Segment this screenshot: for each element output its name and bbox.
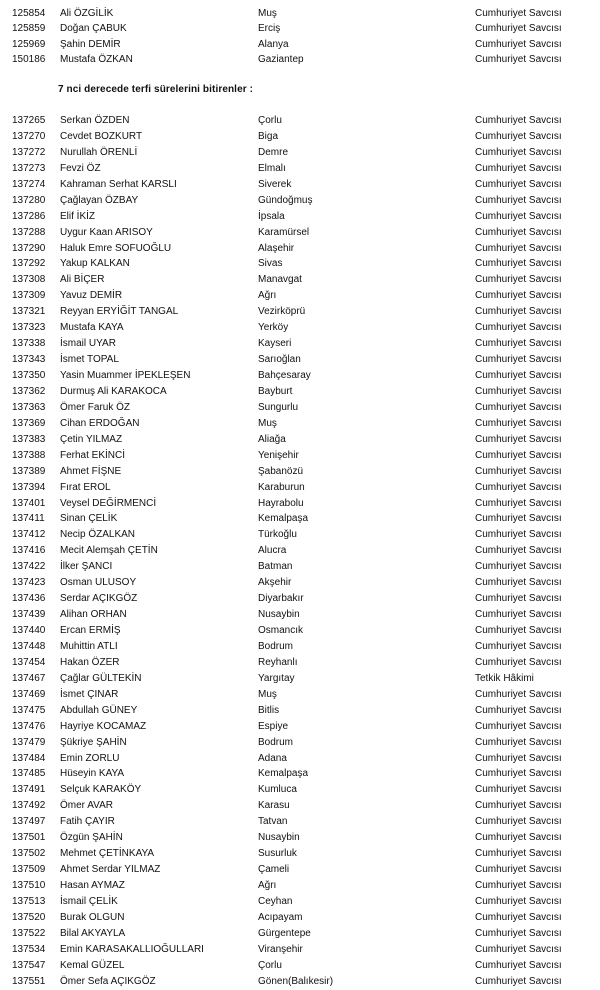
top-list <box>0 6 600 67</box>
registry-number: 137401 <box>12 497 46 509</box>
list-row <box>0 352 600 368</box>
list-row <box>0 894 600 910</box>
list-row <box>0 974 600 990</box>
person-name: Fırat EROL <box>60 481 111 493</box>
person-name: İsmail UYAR <box>60 338 116 350</box>
position-title: Cumhuriyet Savcısı <box>475 848 562 860</box>
registry-number: 137534 <box>12 943 46 955</box>
location: Nusaybin <box>258 832 300 844</box>
location: Kumluca <box>258 784 297 796</box>
list-row <box>0 21 600 36</box>
location: Osmancık <box>258 625 304 636</box>
registry-number: 137411 <box>12 513 45 525</box>
person-name: Ahmet Serdar YILMAZ <box>60 864 161 876</box>
list-row <box>0 304 600 320</box>
location: Çorlu <box>258 115 282 126</box>
person-name: Serkan ÖZDEN <box>60 115 130 126</box>
person-name: Fatih ÇAYIR <box>60 816 115 828</box>
position-title: Cumhuriyet Savcısı <box>475 529 562 541</box>
person-name: Selçuk KARAKÖY <box>60 784 142 796</box>
person-name: Kahraman Serhat KARSLI <box>60 178 177 190</box>
list-row <box>0 862 600 878</box>
person-name: Hakan ÖZER <box>60 656 120 668</box>
person-name: Ömer AVAR <box>60 800 113 812</box>
registry-number: 137308 <box>12 274 46 286</box>
location: Sivas <box>258 258 283 270</box>
list-row <box>0 735 600 751</box>
location: İpsala <box>258 210 285 222</box>
position-title: Cumhuriyet Savcısı <box>475 354 562 366</box>
registry-number: 137286 <box>12 210 46 222</box>
position-title: Cumhuriyet Savcısı <box>475 911 562 923</box>
location: Muş <box>258 688 277 700</box>
registry-number: 137469 <box>12 688 46 700</box>
location: Akşehir <box>258 577 292 589</box>
position-title: Cumhuriyet Savcısı <box>475 115 562 126</box>
person-name: İlker ŞANCI <box>60 561 113 573</box>
list-row <box>0 129 600 145</box>
list-row <box>0 225 600 241</box>
list-row <box>0 719 600 735</box>
registry-number: 137423 <box>12 577 46 589</box>
position-title: Cumhuriyet Savcısı <box>475 561 562 573</box>
person-name: Ali ÖZGİLİK <box>60 8 114 19</box>
list-row <box>0 209 600 225</box>
location: Viranşehir <box>258 943 303 955</box>
list-row <box>0 575 600 591</box>
position-title: Cumhuriyet Savcısı <box>475 178 562 190</box>
location: Tatvan <box>258 816 288 828</box>
person-name: Reyyan ERYİĞİT TANGAL <box>60 306 179 318</box>
list-row <box>0 910 600 926</box>
list-row <box>0 830 600 846</box>
registry-number: 137422 <box>12 561 46 573</box>
list-row <box>0 368 600 384</box>
location: Acıpayam <box>258 911 303 923</box>
person-name: Ali BİÇER <box>60 274 105 286</box>
list-row <box>0 37 600 52</box>
position-title: Cumhuriyet Savcısı <box>475 864 562 876</box>
registry-number: 137497 <box>12 816 46 828</box>
list-row <box>0 448 600 464</box>
registry-number: 137547 <box>12 959 46 971</box>
position-title: Cumhuriyet Savcısı <box>475 306 562 318</box>
position-title: Cumhuriyet Savcısı <box>475 545 562 557</box>
registry-number: 137416 <box>12 545 46 557</box>
person-name: Bilal AKYAYLA <box>60 927 126 939</box>
list-row <box>0 926 600 942</box>
registry-number: 150186 <box>12 53 46 65</box>
registry-number: 137491 <box>12 784 46 796</box>
registry-number: 137485 <box>12 768 46 780</box>
list-row <box>0 639 600 655</box>
person-name: Hüseyin KAYA <box>60 768 125 780</box>
registry-number: 137510 <box>12 880 46 891</box>
location: Diyarbakır <box>258 593 304 605</box>
location: Türkoğlu <box>258 529 297 541</box>
location: Sarıoğlan <box>258 354 301 366</box>
list-row <box>0 543 600 559</box>
person-name: İsmet ÇINAR <box>60 688 119 700</box>
position-title: Cumhuriyet Savcısı <box>475 385 562 397</box>
person-name: Çağlayan ÖZBAY <box>60 194 139 206</box>
list-row <box>0 766 600 782</box>
position-title: Cumhuriyet Savcısı <box>475 417 562 429</box>
location: Nusaybin <box>258 609 300 621</box>
person-name: Mustafa ÖZKAN <box>60 53 133 65</box>
location: Ağrı <box>258 290 277 302</box>
person-name: İsmail ÇELİK <box>60 895 118 907</box>
list-row <box>0 272 600 288</box>
person-name: Hasan AYMAZ <box>60 880 125 891</box>
registry-number: 137274 <box>12 178 46 190</box>
location: Ceyhan <box>258 895 293 907</box>
person-name: Ahmet FİŞNE <box>60 465 122 477</box>
registry-number: 137513 <box>12 895 46 907</box>
location: Karasu <box>258 800 290 812</box>
person-name: Mehmet ÇETİNKAYA <box>60 848 155 860</box>
list-row <box>0 113 600 129</box>
position-title: Cumhuriyet Savcısı <box>475 465 562 477</box>
registry-number: 125854 <box>12 8 46 19</box>
position-title: Cumhuriyet Savcısı <box>475 816 562 828</box>
person-name: Muhittin ATLI <box>60 640 118 652</box>
location: Aliağa <box>258 433 286 445</box>
person-name: Doğan ÇABUK <box>60 23 127 35</box>
location: Siverek <box>258 178 292 190</box>
location: Gönen(Balıkesir) <box>258 975 334 987</box>
location: Bodrum <box>258 640 294 652</box>
list-row <box>0 161 600 177</box>
registry-number: 137350 <box>12 370 46 381</box>
location: Çorlu <box>258 959 282 971</box>
registry-number: 137502 <box>12 848 46 860</box>
registry-number: 137436 <box>12 593 46 605</box>
registry-number: 137363 <box>12 401 46 413</box>
person-name: Alihan ORHAN <box>60 609 127 621</box>
location: Karamürsel <box>258 226 310 238</box>
list-row <box>0 145 600 161</box>
list-row <box>0 464 600 480</box>
position-title: Cumhuriyet Savcısı <box>475 8 562 19</box>
position-title: Cumhuriyet Savcısı <box>475 274 562 286</box>
registry-number: 137338 <box>12 338 46 350</box>
person-name: Kemal GÜZEL <box>60 959 125 971</box>
location: Kemalpaşa <box>258 513 309 525</box>
position-title: Cumhuriyet Savcısı <box>475 433 562 445</box>
location: Batman <box>258 561 293 573</box>
registry-number: 137492 <box>12 800 46 812</box>
position-title: Cumhuriyet Savcısı <box>475 656 562 668</box>
location: Alucra <box>258 545 287 557</box>
position-title: Cumhuriyet Savcısı <box>475 38 562 50</box>
location: Susurluk <box>258 848 297 860</box>
location: Biga <box>258 130 279 142</box>
location: Alaşehir <box>258 242 295 254</box>
location: Manavgat <box>258 274 302 286</box>
position-title: Cumhuriyet Savcısı <box>475 800 562 812</box>
registry-number: 137273 <box>12 162 46 174</box>
location: Bodrum <box>258 736 294 748</box>
position-title: Cumhuriyet Savcısı <box>475 609 562 621</box>
person-name: Çağlar GÜLTEKİN <box>60 672 142 684</box>
list-row <box>0 193 600 209</box>
location: Espiye <box>258 720 289 732</box>
position-title: Cumhuriyet Savcısı <box>475 895 562 907</box>
location: Alanya <box>258 38 289 50</box>
person-name: Şükriye ŞAHİN <box>60 736 127 748</box>
location: Bitlis <box>258 704 280 716</box>
position-title: Cumhuriyet Savcısı <box>475 401 562 413</box>
person-name: Çetin YILMAZ <box>60 433 123 445</box>
position-title: Cumhuriyet Savcısı <box>475 258 562 270</box>
list-row <box>0 527 600 543</box>
list-row <box>0 846 600 862</box>
location: Gündoğmuş <box>258 194 313 206</box>
position-title: Cumhuriyet Savcısı <box>475 975 562 987</box>
registry-number: 125969 <box>12 38 46 50</box>
location: Sungurlu <box>258 401 299 413</box>
location: Demre <box>258 146 289 158</box>
list-row <box>0 942 600 958</box>
person-name: Hayriye KOCAMAZ <box>60 720 147 732</box>
location: Gaziantep <box>258 53 304 65</box>
person-name: Burak OLGUN <box>60 911 125 923</box>
position-title: Cumhuriyet Savcısı <box>475 768 562 780</box>
list-row <box>0 655 600 671</box>
position-title: Cumhuriyet Savcısı <box>475 449 562 461</box>
person-name: Cihan ERDOĞAN <box>60 417 140 429</box>
position-title: Cumhuriyet Savcısı <box>475 322 562 334</box>
position-title: Cumhuriyet Savcısı <box>475 290 562 302</box>
registry-number: 137362 <box>12 385 46 397</box>
location: Yenişehir <box>258 449 299 461</box>
location: Şabanözü <box>258 465 304 477</box>
registry-number: 137467 <box>12 672 46 684</box>
registry-number: 137369 <box>12 417 46 429</box>
person-name: Ferhat EKİNCİ <box>60 449 126 461</box>
registry-number: 137475 <box>12 704 46 716</box>
registry-number: 137476 <box>12 720 46 732</box>
position-title: Tetkik Hâkimi <box>475 672 534 684</box>
list-row <box>0 288 600 304</box>
person-name: Cevdet BOZKURT <box>60 130 143 142</box>
position-title: Cumhuriyet Savcısı <box>475 688 562 700</box>
person-name: Yasin Muammer İPEKLEŞEN <box>60 370 191 381</box>
registry-number: 137343 <box>12 354 46 366</box>
position-title: Cumhuriyet Savcısı <box>475 210 562 222</box>
location: Muş <box>258 417 277 429</box>
position-title: Cumhuriyet Savcısı <box>475 943 562 955</box>
position-title: Cumhuriyet Savcısı <box>475 832 562 844</box>
location: Gürgentepe <box>258 927 311 939</box>
list-row <box>0 336 600 352</box>
list-row <box>0 496 600 512</box>
position-title: Cumhuriyet Savcısı <box>475 959 562 971</box>
location: Karaburun <box>258 481 305 493</box>
location: Ağrı <box>258 880 277 891</box>
person-name: Yavuz DEMİR <box>60 290 123 302</box>
registry-number: 137265 <box>12 115 46 126</box>
registry-number: 137520 <box>12 911 46 923</box>
registry-number: 137454 <box>12 656 46 668</box>
registry-number: 137288 <box>12 226 46 238</box>
registry-number: 137479 <box>12 736 46 748</box>
location: Adana <box>258 752 287 764</box>
position-title: Cumhuriyet Savcısı <box>475 880 562 891</box>
registry-number: 137270 <box>12 130 46 142</box>
registry-number: 137290 <box>12 242 46 254</box>
person-name: Uygur Kaan ARISOY <box>60 226 153 238</box>
registry-number: 137383 <box>12 433 46 445</box>
list-row <box>0 256 600 272</box>
list-row <box>0 400 600 416</box>
location: Bayburt <box>258 385 293 397</box>
location: Reyhanlı <box>258 656 298 668</box>
registry-number: 137412 <box>12 529 46 541</box>
person-name: Haluk Emre SOFUOĞLU <box>60 242 172 254</box>
position-title: Cumhuriyet Savcısı <box>475 370 562 381</box>
list-row <box>0 52 600 67</box>
registry-number: 137484 <box>12 752 46 764</box>
position-title: Cumhuriyet Savcısı <box>475 146 562 158</box>
position-title: Cumhuriyet Savcısı <box>475 720 562 732</box>
registry-number: 125859 <box>12 23 46 35</box>
list-row <box>0 511 600 527</box>
location: Vezirköprü <box>258 306 306 318</box>
location: Hayrabolu <box>258 497 304 509</box>
list-row <box>0 607 600 623</box>
person-name: Sinan ÇELİK <box>60 513 118 525</box>
registry-number: 137389 <box>12 465 46 477</box>
location: Kayseri <box>258 338 292 350</box>
list-row <box>0 384 600 400</box>
position-title: Cumhuriyet Savcısı <box>475 577 562 589</box>
person-name: Ömer Faruk ÖZ <box>60 401 131 413</box>
list-row <box>0 591 600 607</box>
section-heading: 7 nci derecede terfi sürelerini bitirenler : <box>58 84 254 95</box>
location: Erciş <box>258 23 281 35</box>
person-name: Osman ULUSOY <box>60 577 137 589</box>
registry-number: 137448 <box>12 640 46 652</box>
position-title: Cumhuriyet Savcısı <box>475 481 562 493</box>
registry-number: 137323 <box>12 322 46 334</box>
list-row <box>0 878 600 894</box>
list-row <box>0 687 600 703</box>
person-name: Şahin DEMİR <box>60 38 121 50</box>
position-title: Cumhuriyet Savcısı <box>475 704 562 716</box>
promotion-list <box>0 113 600 990</box>
position-title: Cumhuriyet Savcısı <box>475 927 562 939</box>
person-name: Emin KARASAKALLIOĞULLARI <box>60 943 204 955</box>
position-title: Cumhuriyet Savcısı <box>475 53 562 65</box>
registry-number: 137440 <box>12 625 46 636</box>
person-name: Elif İKİZ <box>60 210 96 222</box>
location: Kemalpaşa <box>258 768 309 780</box>
position-title: Cumhuriyet Savcısı <box>475 242 562 254</box>
position-title: Cumhuriyet Savcısı <box>475 130 562 142</box>
location: Çameli <box>258 864 290 876</box>
location: Bahçesaray <box>258 370 311 381</box>
position-title: Cumhuriyet Savcısı <box>475 625 562 636</box>
list-row <box>0 559 600 575</box>
person-name: Özgün ŞAHİN <box>60 832 123 844</box>
person-name: Mustafa KAYA <box>60 322 124 334</box>
person-name: İsmet TOPAL <box>60 354 119 366</box>
position-title: Cumhuriyet Savcısı <box>475 752 562 764</box>
person-name: Abdullah GÜNEY <box>60 704 138 716</box>
person-name: Mecit Alemşah ÇETİN <box>60 545 158 557</box>
registry-number: 137522 <box>12 927 46 939</box>
position-title: Cumhuriyet Savcısı <box>475 497 562 509</box>
registry-number: 137388 <box>12 449 46 461</box>
list-row <box>0 432 600 448</box>
list-row <box>0 798 600 814</box>
list-row <box>0 416 600 432</box>
person-name: Ömer Sefa AÇIKGÖZ <box>60 975 156 987</box>
registry-number: 137439 <box>12 609 46 621</box>
list-row <box>0 782 600 798</box>
list-row <box>0 751 600 767</box>
list-row <box>0 6 600 21</box>
registry-number: 137321 <box>12 306 46 318</box>
position-title: Cumhuriyet Savcısı <box>475 194 562 206</box>
person-name: Fevzi ÖZ <box>60 162 101 174</box>
position-title: Cumhuriyet Savcısı <box>475 338 562 350</box>
position-title: Cumhuriyet Savcısı <box>475 513 562 525</box>
position-title: Cumhuriyet Savcısı <box>475 640 562 652</box>
person-name: Necip ÖZALKAN <box>60 529 136 541</box>
position-title: Cumhuriyet Savcısı <box>475 226 562 238</box>
person-name: Serdar AÇIKGÖZ <box>60 593 138 605</box>
position-title: Cumhuriyet Savcısı <box>475 23 562 35</box>
list-row <box>0 814 600 830</box>
list-row <box>0 177 600 193</box>
list-row <box>0 671 600 687</box>
list-row <box>0 480 600 496</box>
registry-number: 137292 <box>12 258 46 270</box>
position-title: Cumhuriyet Savcısı <box>475 736 562 748</box>
location: Elmalı <box>258 162 286 174</box>
list-row <box>0 320 600 336</box>
registry-number: 137272 <box>12 146 46 158</box>
registry-number: 137551 <box>12 975 46 987</box>
list-row <box>0 241 600 257</box>
position-title: Cumhuriyet Savcısı <box>475 593 562 605</box>
registry-number: 137394 <box>12 481 46 493</box>
registry-number: 137280 <box>12 194 46 206</box>
person-name: Emin ZORLU <box>60 752 120 764</box>
position-title: Cumhuriyet Savcısı <box>475 784 562 796</box>
person-name: Durmuş Ali KARAKOCA <box>60 385 167 397</box>
list-row <box>0 623 600 639</box>
location: Yargıtay <box>258 672 295 684</box>
location: Yerköy <box>258 322 289 334</box>
person-name: Nurullah ÖRENLİ <box>60 146 138 158</box>
person-name: Yakup KALKAN <box>60 258 130 270</box>
registry-number: 137501 <box>12 832 46 844</box>
person-name: Veysel DEĞİRMENCİ <box>60 497 157 509</box>
person-name: Ercan ERMİŞ <box>60 625 121 636</box>
position-title: Cumhuriyet Savcısı <box>475 162 562 174</box>
list-row <box>0 703 600 719</box>
location: Muş <box>258 8 277 19</box>
registry-number: 137509 <box>12 864 46 876</box>
registry-number: 137309 <box>12 290 46 302</box>
